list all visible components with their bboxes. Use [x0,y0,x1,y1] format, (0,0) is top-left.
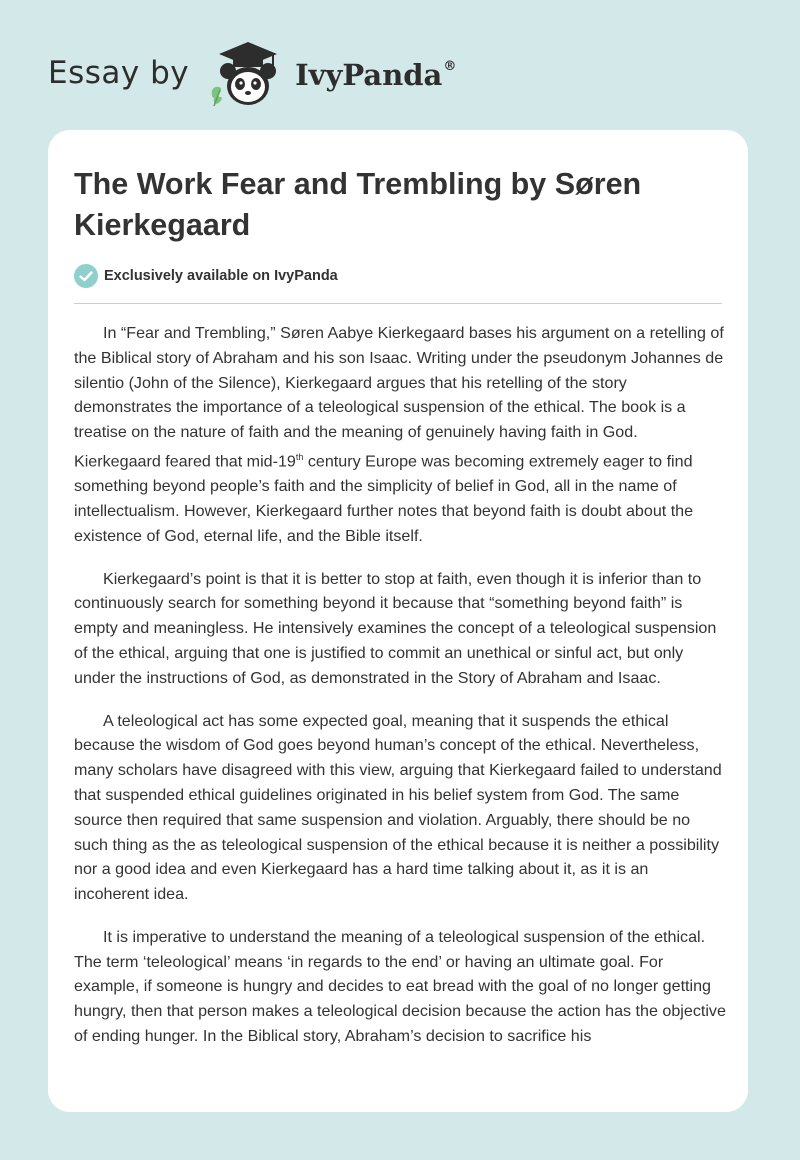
essay-by-label: Essay by [48,55,190,91]
paragraph: Kierkegaard’s point is that it is better to stop at faith, even though it is inferior than to continuously search for something beyond it because that “something beyond faith” is empty and meaningless. He intensively examines the concept of a teleological suspension of the ethical, arguing that one is justified to commit an unethical or sinful act, but only under the instructions of God, as demonstrated in the Story of Abraham and Isaac. [74,569,717,687]
site-header [48,38,456,108]
brand-text: IvyPanda [295,58,443,92]
superscript: th [295,451,304,462]
essay-card [48,130,748,1112]
paragraph: It is imperative to understand the meaning of a teleological suspension of the ethical. The term ‘teleological’ means ‘in regards to the end’ or having an ultimate goal. For example, if someone is hungry and decides to eat bread with the goal of no longer getting hungry, then that person makes a teleological decision because the action has the objective of ending hunger. In the Biblical story, Abraham’s decision to sacrifice his [74,927,726,1046]
ivypanda-logo-icon[interactable] [205,38,291,108]
check-circle-icon [74,264,98,288]
paragraph: In “Fear and Trembling,” Søren Aabye Kierkegaard bases his argument on a retelling of the Biblical story of Abraham and his son Isaac. Writing under the pseudonym Johannes de silentio (John of the Silence), Kierkegaard argues that his retelling of the story demonstrates the importance of a teleological suspension of the ethical. The book is a treatise on the nature of faith and the meaning of genuinely having faith in God. Kierkegaard feared that mid-19th century Europe was becoming extremely eager to find something beyond people’s faith and the simplicity of belief in God, all in the name of intellectualism. However, Kierkegaard further notes that beyond faith is doubt about the existence of God, eternal life, and the Bible itself. [74,324,724,545]
registered-mark: ® [443,59,457,75]
brand-name[interactable] [295,58,456,92]
paragraph: A teleological act has some expected goal, meaning that it suspends the ethical because the wisdom of God goes beyond human’s concept of the ethical. Nevertheless, many scholars have disagreed with this view, arguing that Kierkegaard failed to understand that suspended ethical guidelines originated in his belief system from God. The same source then required that same suspension and violation. Arguably, there should be no such thing as the as teleological suspension of the ethical because it is neither a possibility nor a good idea and even Kierkegaard has a hard time talking about it, as it is an incoherent idea. [74,711,722,904]
essay-body [74,321,726,1067]
card-bottom-mask [48,1088,748,1112]
exclusive-label: Exclusively available on IvyPanda [104,268,338,284]
exclusive-badge [74,264,338,288]
essay-title: The Work Fear and Trembling by Søren Kierkegaard [74,167,642,242]
divider [74,303,722,304]
